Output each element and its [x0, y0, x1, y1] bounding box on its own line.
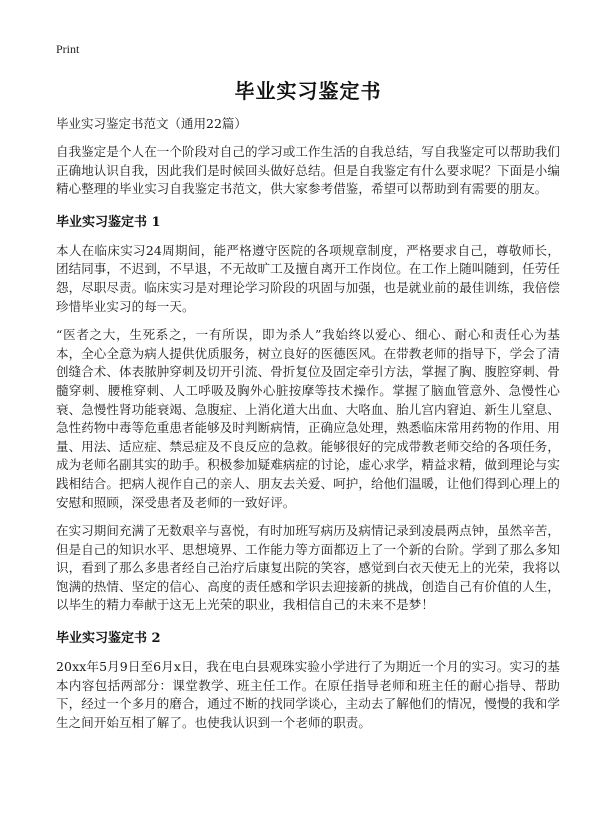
body-paragraph: 本人在临床实习24周期间，能严格遵守医院的各项规章制度，严格要求自己，尊敬师长，团结同事，不迟到，不早退，不无故旷工及擅自离开工作岗位。在工作上随叫随到，任劳任怨，尽职尽责。临床实习是对理论学习阶段的巩固与加强，也是就业前的最佳训练，我倍偿珍惜毕业实习的每一天。	[56, 242, 561, 314]
body-paragraph: “医者之大，生死系之，一有所误，即为杀人”我始终以爱心、细心、耐心和责任心为基本，全心全意为病人提供优质服务，树立良好的医德医风。在带教老师的指导下，学会了清创缝合术、体表脓肿穿刺及切开引流、骨折复位及固定牵引方法，掌握了胸、腹腔穿刺、骨髓穿刺、腰椎穿刺、人工呼吸及胸外心脏按摩等技术操作。掌握了脑血管意外、急慢性心衰、急慢性肾功能衰竭、急腹症、上消化道大出血、大咯血、胎儿宫内窘迫、新生儿窒息、急性药物中毒等危重患者能够及时判断病情，正确应急处理，熟悉临床常用药物的作用、用量、用法、适应症、禁忌症及不良反应的急救。能够很好的完成带教老师交给的各项任务，成为老师名副其实的助手。积极参加疑难病症的讨论，虚心求学，精益求精，做到理论与实践相结合。把病人视作自己的亲人、朋友去关爱、呵护，给他们温暖，让他们得到心理上的安慰和照顾，深受患者及老师的一致好评。	[56, 327, 561, 510]
document-subtitle: 毕业实习鉴定书范文（通用22篇）	[56, 116, 247, 131]
body-paragraph: 20xx年5月9日至6月x日，我在电白县观珠实验小学进行了为期近一个月的实习。实习的基本内容包括两部分：课堂教学、班主任工作。在原任指导老师和班主任的耐心指导、帮助下，经过一个多月的磨合，通过不断的找同学谈心，主动去了解他们的情况，慢慢的我和学生之间开始互相了解了。也使我认识到一个老师的职责。	[56, 659, 561, 730]
section-heading: 毕业实习鉴定书 2	[56, 631, 161, 647]
print-link[interactable]: Print	[56, 42, 80, 56]
intro-paragraph: 自我鉴定是个人在一个阶段对自己的学习或工作生活的自我总结，写自我鉴定可以帮助我们正确地认识自我，因此我们是时候回头做好总结。但是自我鉴定有什么要求呢？下面是小编精心整理的毕业实习自我鉴定书范文，供大家参考借鉴，希望可以帮助到有需要的朋友。	[56, 144, 561, 197]
section-heading: 毕业实习鉴定书 1	[56, 214, 161, 230]
document-title: 毕业实习鉴定书	[234, 79, 382, 103]
body-paragraph: 在实习期间充满了无数艰辛与喜悦，有时加班写病历及病情记录到凌晨两点钟，虽然辛苦，但是自己的知识水平、思想境界、工作能力等方面都迈上了一个新的台阶。学到了那么多知识，看到了那么多患者经自己治疗后康复出院的笑容，感觉到白衣天使无上的光荣，我将以饱满的热情、坚定的信心、高度的责任感和学识去迎接新的挑战，创造自己有价值的人生，以毕生的精力奉献于这无上光荣的职业，我相信自己的未来不是梦！	[56, 523, 561, 613]
